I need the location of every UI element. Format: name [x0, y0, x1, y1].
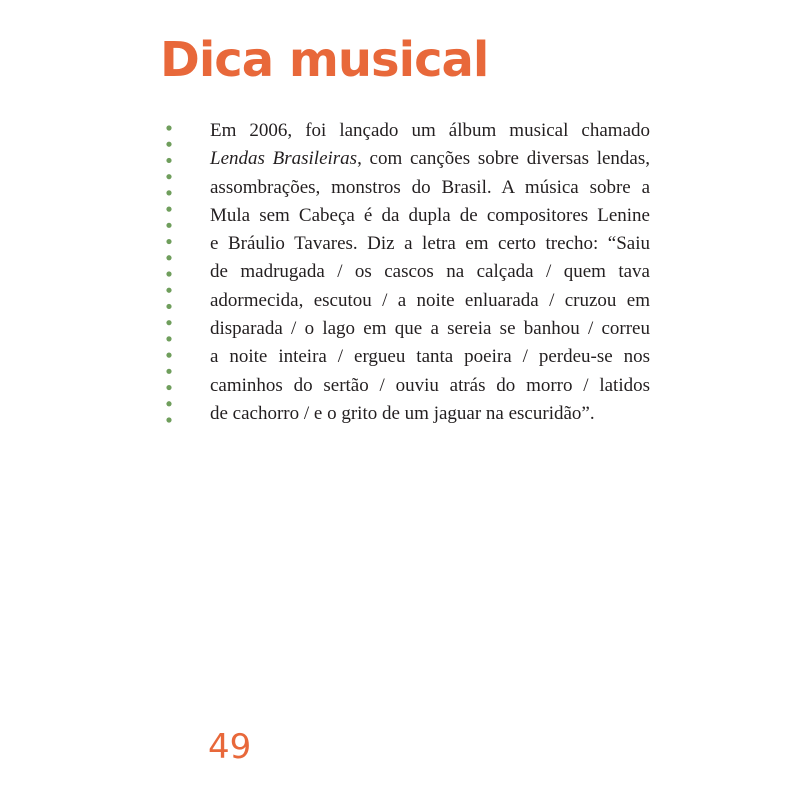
- body-paragraph: [210, 117, 650, 428]
- divider-dot: [166, 255, 171, 260]
- text-segment: de madrugada / os cascos na calçada / quem tava: [210, 261, 650, 283]
- text-line: [210, 400, 650, 428]
- divider-dot: [166, 207, 171, 212]
- divider-dot: [166, 417, 171, 422]
- divider-dot: [166, 288, 171, 293]
- text-line: [210, 117, 650, 145]
- divider-dot: [166, 190, 171, 195]
- text-segment: disparada / o lago em que a sereia se banhou / correu: [210, 318, 650, 340]
- text-segment: adormecida, escutou / a noite enluarada / cruzou em: [210, 289, 650, 311]
- divider-dot: [166, 239, 171, 244]
- dotted-divider: [165, 124, 173, 424]
- text-segment: de cachorro / e o grito de um jaguar na escuridão”.: [210, 402, 595, 424]
- text-line: [210, 315, 650, 343]
- page-title: Dica musical: [160, 32, 489, 88]
- text-segment: a noite inteira / ergueu tanta poeira / perdeu-se nos: [210, 346, 650, 368]
- divider-dot: [166, 142, 171, 147]
- album-title-italic: Lendas Brasileiras: [210, 148, 358, 170]
- divider-dot: [166, 385, 171, 390]
- divider-dot: [166, 304, 171, 309]
- text-line: [210, 202, 650, 230]
- text-segment: Em 2006, foi lançado um álbum musical chamado: [210, 120, 650, 141]
- divider-dot: [166, 125, 171, 130]
- divider-dot: [166, 223, 171, 228]
- text-segment: e Bráulio Tavares. Diz a letra em certo trecho: “Saiu: [210, 233, 650, 255]
- text-segment: assombrações, monstros do Brasil. A música sobre a: [210, 176, 650, 198]
- divider-dot: [166, 320, 171, 325]
- divider-dot: [166, 158, 171, 163]
- text-segment: , com canções sobre diversas lendas,: [357, 148, 650, 170]
- divider-dot: [166, 353, 171, 358]
- divider-dot: [166, 401, 171, 406]
- text-segment: caminhos do sertão / ouviu atrás do morro / latidos: [210, 374, 650, 396]
- text-line: [210, 174, 650, 202]
- divider-dot: [166, 369, 171, 374]
- text-line: [210, 258, 650, 286]
- text-segment: Mula sem Cabeça é da dupla de compositores Lenine: [210, 204, 650, 226]
- text-line: [210, 287, 650, 315]
- text-line: [210, 230, 650, 258]
- page-number: 49: [208, 727, 252, 767]
- divider-dot: [166, 336, 171, 341]
- text-line: [210, 145, 650, 173]
- text-line: [210, 372, 650, 400]
- divider-dot: [166, 271, 171, 276]
- divider-dot: [166, 174, 171, 179]
- text-line: [210, 343, 650, 371]
